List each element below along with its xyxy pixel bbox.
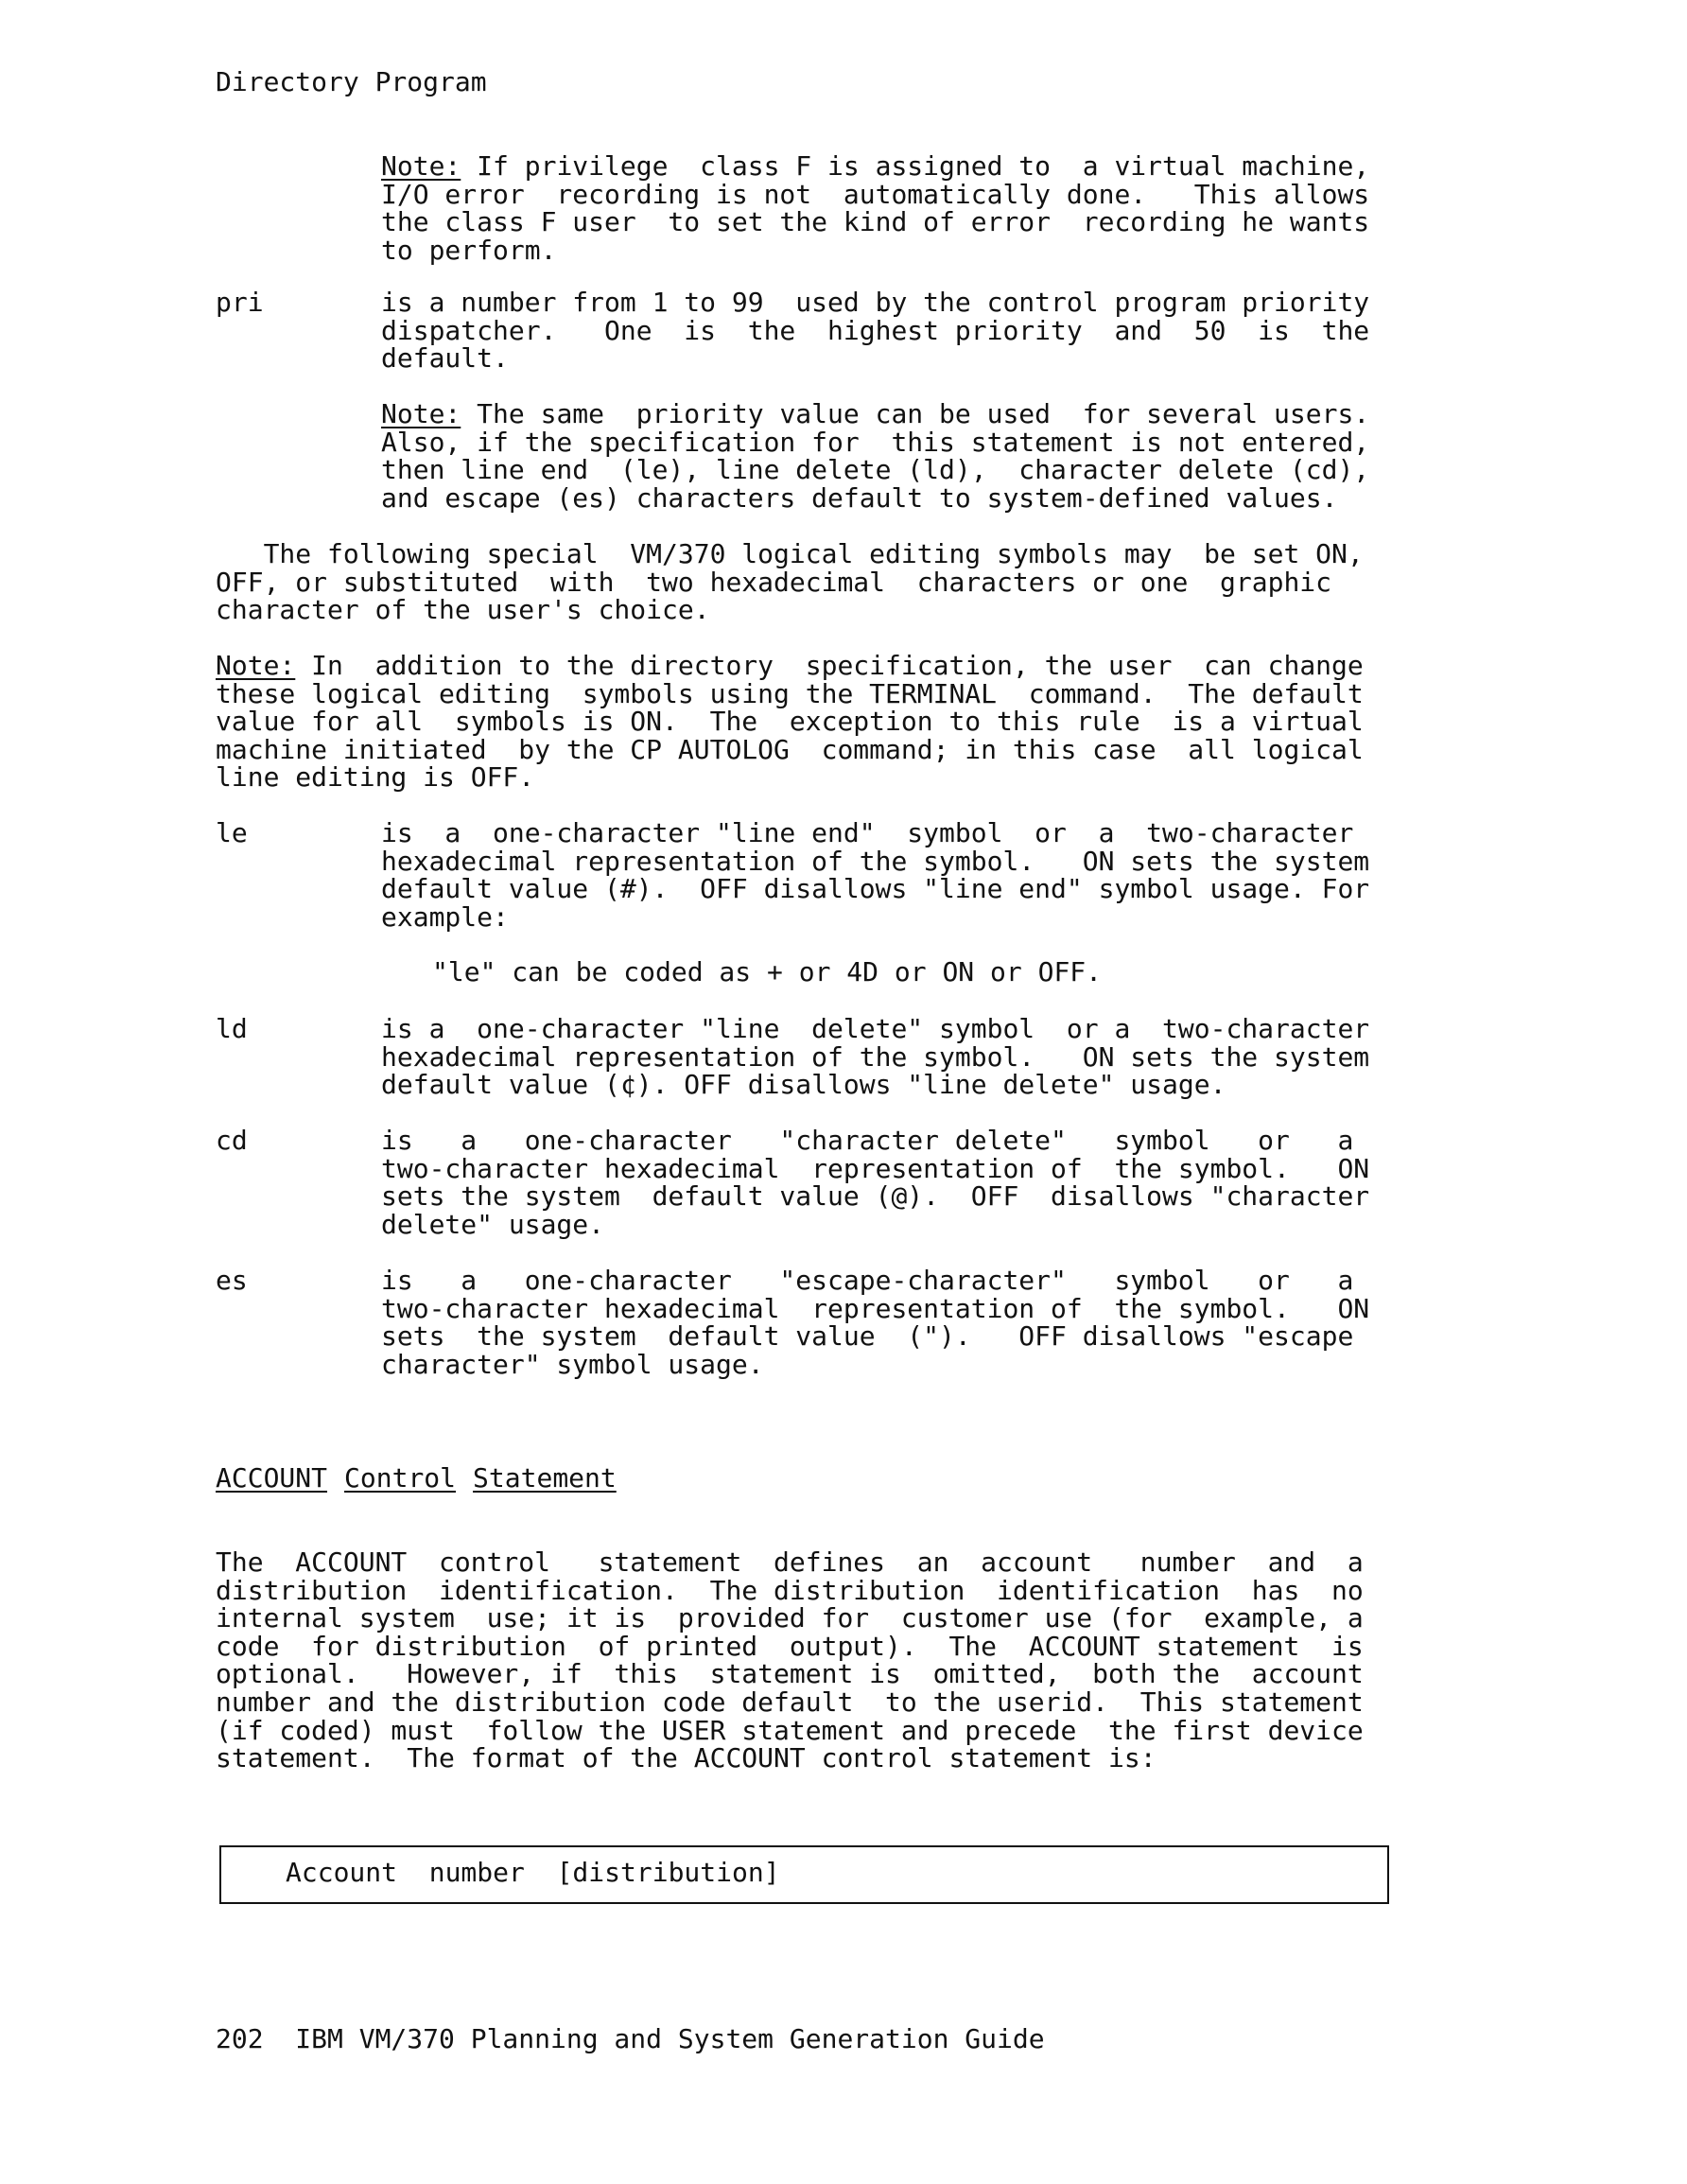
- paragraph-line: statement. The format of the ACCOUNT control statement is:: [216, 1742, 1157, 1774]
- note-line: line editing is OFF.: [216, 761, 535, 794]
- definition-line: two-character hexadecimal representation of the symbol. ON: [381, 1292, 1370, 1324]
- note-line: I/O error recording is not automatically done. This allows: [381, 178, 1370, 210]
- note-line: the class F user to set the kind of error recording he wants: [381, 206, 1370, 238]
- note-line: then line end (le), line delete (ld), character delete (cd),: [381, 454, 1370, 486]
- symbols-intro-paragraph: [216, 540, 1364, 624]
- account-format-box: [219, 1845, 1389, 1904]
- heading-word: Statement: [473, 1462, 617, 1494]
- note-terminal: [216, 652, 1364, 792]
- term-le: le: [216, 817, 248, 848]
- heading-word: ACCOUNT: [216, 1462, 328, 1494]
- le-example: "le" can be coded as + or 4D or ON or OFF.: [432, 956, 1103, 987]
- definition-line: sets the system default value (@). OFF disallows "character: [381, 1180, 1370, 1213]
- note-line: The same priority value can be used for several users.: [461, 398, 1370, 429]
- term-es: es: [216, 1265, 248, 1296]
- note-class-f: [381, 152, 1369, 264]
- note-label: Note:: [381, 150, 461, 182]
- definition-line: default value (#). OFF disallows "line end" symbol usage. For: [381, 873, 1370, 905]
- definition-ld: [381, 1015, 1369, 1099]
- definition-line: character" symbol usage.: [381, 1348, 764, 1380]
- definition-line: is a one-character "character delete" symbol or a: [381, 1125, 1354, 1156]
- note-priority: [381, 400, 1369, 512]
- paragraph-line: The ACCOUNT control statement defines an account number and a: [216, 1546, 1364, 1578]
- note-line: If privilege class F is assigned to a virtual machine,: [461, 150, 1370, 182]
- definition-line: is a one-character "escape-character" symbol or a: [381, 1265, 1354, 1296]
- definition-line: example:: [381, 900, 509, 933]
- definition-line: hexadecimal representation of the symbol. ON sets the system: [381, 845, 1370, 877]
- term-pri: pri: [216, 287, 264, 318]
- paragraph-line: distribution identification. The distribution identification has no: [216, 1574, 1364, 1606]
- paragraph-line: number and the distribution code default to the userid. This statement: [216, 1686, 1364, 1718]
- note-line: to perform.: [381, 234, 557, 266]
- note-line: and escape (es) characters default to system-defined values.: [381, 481, 1338, 514]
- account-format-syntax: Account number [distribution]: [286, 1857, 780, 1888]
- definition-line: dispatcher. One is the highest priority and 50 is the: [381, 314, 1370, 346]
- paragraph-line: OFF, or substituted with two hexadecimal characters or one graphic: [216, 566, 1332, 598]
- definition-line: hexadecimal representation of the symbol. ON sets the system: [381, 1040, 1370, 1073]
- definition-line: is a one-character "line delete" symbol or a two-character: [381, 1013, 1370, 1044]
- definition-line: is a number from 1 to 99 used by the control program priority: [381, 287, 1370, 318]
- definition-pri: [381, 288, 1369, 373]
- term-cd: cd: [216, 1125, 248, 1156]
- definition-line: default value (¢). OFF disallows "line delete" usage.: [381, 1069, 1226, 1101]
- heading-word: Control: [344, 1462, 457, 1494]
- paragraph-line: code for distribution of printed output). The ACCOUNT statement is: [216, 1630, 1364, 1662]
- note-line: these logical editing symbols using the TERMINAL command. The default: [216, 677, 1364, 709]
- definition-es: [381, 1267, 1369, 1378]
- note-label: Note:: [216, 650, 296, 681]
- section-heading-account: [216, 1464, 634, 1493]
- paragraph-line: optional. However, if this statement is omitted, both the account: [216, 1658, 1364, 1690]
- page-footer: 202 IBM VM/370 Planning and System Generation Guide: [216, 2023, 1045, 2054]
- paragraph-line: character of the user's choice.: [216, 594, 710, 626]
- paragraph-line: internal system use; it is provided for customer use (for example, a: [216, 1602, 1364, 1634]
- definition-line: two-character hexadecimal representation of the symbol. ON: [381, 1152, 1370, 1184]
- definition-line: default.: [381, 342, 509, 375]
- term-ld: ld: [216, 1013, 248, 1044]
- definition-le: [381, 819, 1369, 931]
- note-line: value for all symbols is ON. The exception to this rule is a virtual: [216, 706, 1364, 738]
- note-label: Note:: [381, 398, 461, 429]
- note-line: Also, if the specification for this statement is not entered,: [381, 426, 1370, 458]
- definition-line: delete" usage.: [381, 1208, 605, 1240]
- account-paragraph: [216, 1548, 1364, 1773]
- definition-line: sets the system default value ("). OFF disallows "escape: [381, 1320, 1354, 1353]
- definition-cd: [381, 1127, 1369, 1238]
- note-line: machine initiated by the CP AUTOLOG command; in this case all logical: [216, 733, 1364, 765]
- note-line: In addition to the directory specification, the user can change: [295, 650, 1364, 681]
- running-header: Directory Program: [216, 66, 487, 97]
- paragraph-line: The following special VM/370 logical editing symbols may be set ON,: [216, 538, 1364, 569]
- paragraph-line: (if coded) must follow the USER statement and precede the first device: [216, 1714, 1364, 1746]
- definition-line: is a one-character "line end" symbol or a two-character: [381, 817, 1354, 848]
